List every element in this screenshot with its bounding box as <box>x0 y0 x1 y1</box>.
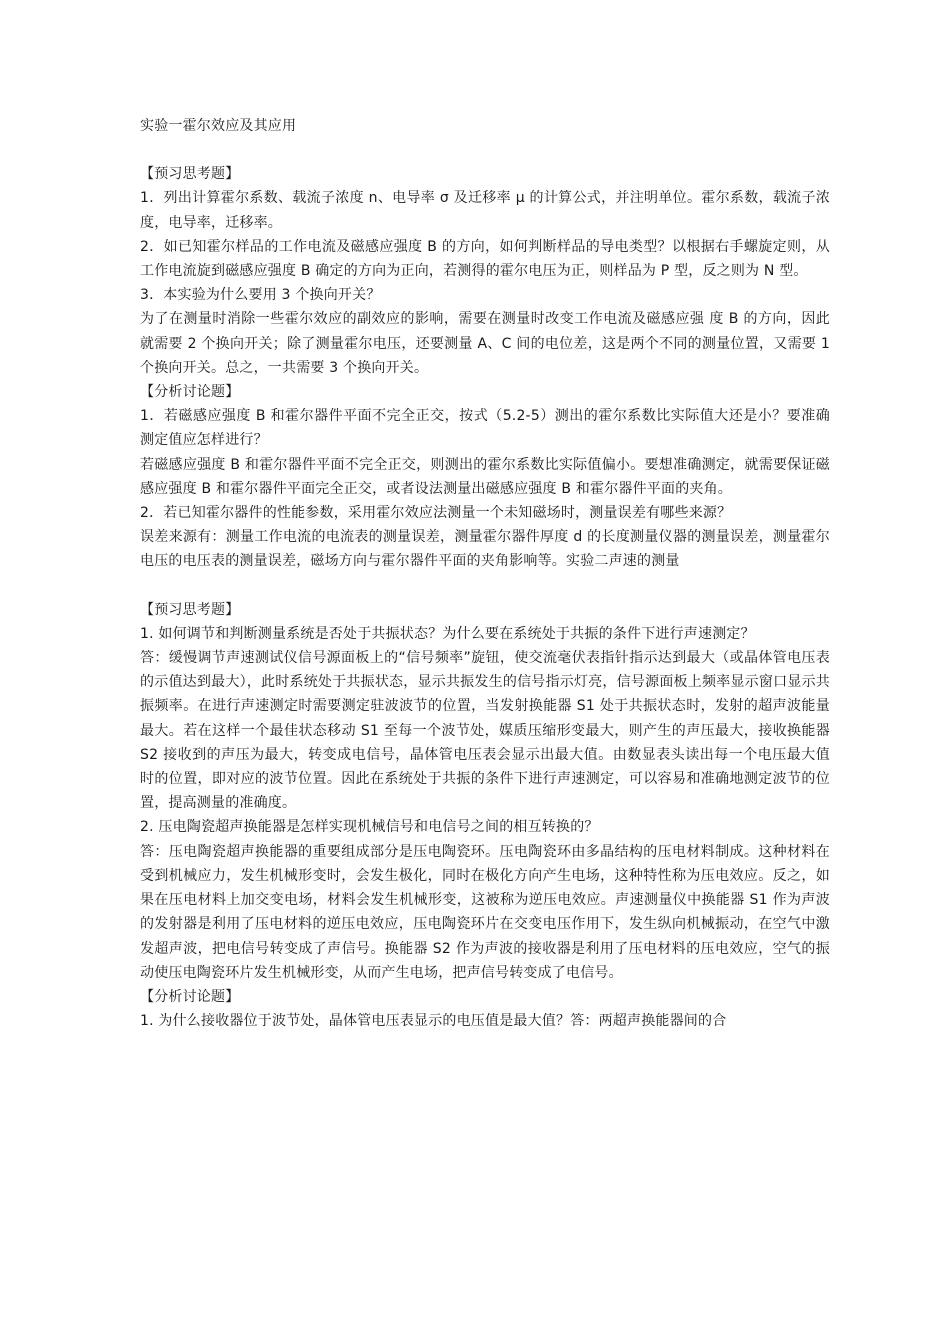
answer-paragraph: 答：压电陶瓷超声换能器的重要组成部分是压电陶瓷环。压电陶瓷环由多晶结构的压电材料制成。这种材料在受到机械应力，发生机械形变时，会发生极化，同时在极化方向产生电场，这种特性称为压电效应。反之，如果在压电材料上加交变电场，材料会发生机械形变，这被称为逆压电效应。声速测量仪中换能器 S1 作为声波的发射器是利用了压电材料的逆压电效应，压电陶瓷环片在交变电压作用下，发生纵向机械振动，在空气中激发超声波，把电信号转变成了声信号。换能器 S2 作为声波的接收器是利用了压电材料的压电效应，空气的振动使压电陶瓷环片发生机械形变，从而产生电场，把声信号转变成了电信号。 <box>140 843 830 981</box>
question-paragraph: 1．若磁感应强度 B 和霍尔器件平面不完全正交，按式（5.2-5）测出的霍尔系数比实际值大还是小？要准确测定值应怎样进行？ <box>140 408 830 449</box>
section-heading-discussion: 【分析讨论题】 <box>140 988 240 1005</box>
question-paragraph: 1. 如何调节和判断测量系统是否处于共振状态？为什么要在系统处于共振的条件下进行声速测定？ <box>140 625 755 642</box>
blank-line <box>140 138 830 162</box>
answer-paragraph: 误差来源有：测量工作电流的电流表的测量误差，测量霍尔器件厚度 d 的长度测量仪器的测量误差，测量霍尔电压的电压表的测量误差，磁场方向与霍尔器件平面的夹角影响等。实验二声速的测量 <box>140 529 830 570</box>
question-paragraph: 2．如已知霍尔样品的工作电流及磁感应强度 B 的方向，如何判断样品的导电类型？以根据右手螺旋定则，从工作电流旋到磁感应强度 B 确定的方向为正向，若测得的霍尔电压为正，则样品为 P 型，反之则为 N 型。 <box>140 238 830 280</box>
document-title: 实验一霍尔效应及其应用 <box>140 118 297 134</box>
blank-line <box>140 574 830 598</box>
answer-paragraph: 若磁感应强度 B 和霍尔器件平面不完全正交，则测出的霍尔系数比实际值偏小。要想准确测定，就需要保证磁感应强度 B 和霍尔器件平面完全正交，或者设法测量出磁感应强度 B 和霍尔器件平面的夹角。 <box>140 456 830 497</box>
question-paragraph: 3．本实验为什么要用 3 个换向开关？ <box>140 287 381 304</box>
question-paragraph: 1．列出计算霍尔系数、载流子浓度 n、电导率 σ 及迁移率 μ 的计算公式，并注明单位。霍尔系数，载流子浓度，电导率，迁移率。 <box>140 190 830 231</box>
question-paragraph: 2．若已知霍尔器件的性能参数，采用霍尔效应法测量一个未知磁场时，测量误差有哪些来源？ <box>140 505 732 522</box>
answer-paragraph: 为了在测量时消除一些霍尔效应的副效应的影响，需要在测量时改变工作电流及磁感应强 度 B 的方向，因此就需要 2 个换向开关；除了测量霍尔电压，还要测量 A、C 间的电位差，这是两个不同的测量位置，又需要 1 个换向开关。总之，一共需要 3 个换向开关。 <box>140 311 830 376</box>
section-heading-preview: 【预习思考题】 <box>140 166 240 183</box>
question-paragraph: 2. 压电陶瓷超声换能器是怎样实现机械信号和电信号之间的相互转换的？ <box>140 819 599 836</box>
document-body <box>140 114 830 1033</box>
section-heading-discussion: 【分析讨论题】 <box>140 384 240 401</box>
question-paragraph: 1. 为什么接收器位于波节处，晶体管电压表显示的电压值是最大值？答：两超声换能器间的合 <box>140 1013 727 1030</box>
answer-paragraph: 答：缓慢调节声速测试仪信号源面板上的“信号频率”旋钮，使交流毫伏表指针指示达到最大（或晶体管电压表的示值达到最大），此时系统处于共振状态，显示共振发生的信号指示灯亮，信号源面板上频率显示窗口显示共振频率。在进行声速测定时需要测定驻波波节的位置，当发射换能器 S1 处于共振状态时，发射的超声波能量最大。若在这样一个最佳状态移动 S1 至每一个波节处，媒质压缩形变最大，则产生的声压最大，接收换能器 S2 接收到的声压为最大，转变成电信号，晶体管电压表会显示出最大值。由数显表头读出每一个电压最大值时的位置，即对应的波节位置。因此在系统处于共振的条件下进行声速测定，可以容易和准确地测定波节的位置，提高测量的准确度。 <box>140 650 830 812</box>
section-heading-preview: 【预习思考题】 <box>140 601 240 618</box>
